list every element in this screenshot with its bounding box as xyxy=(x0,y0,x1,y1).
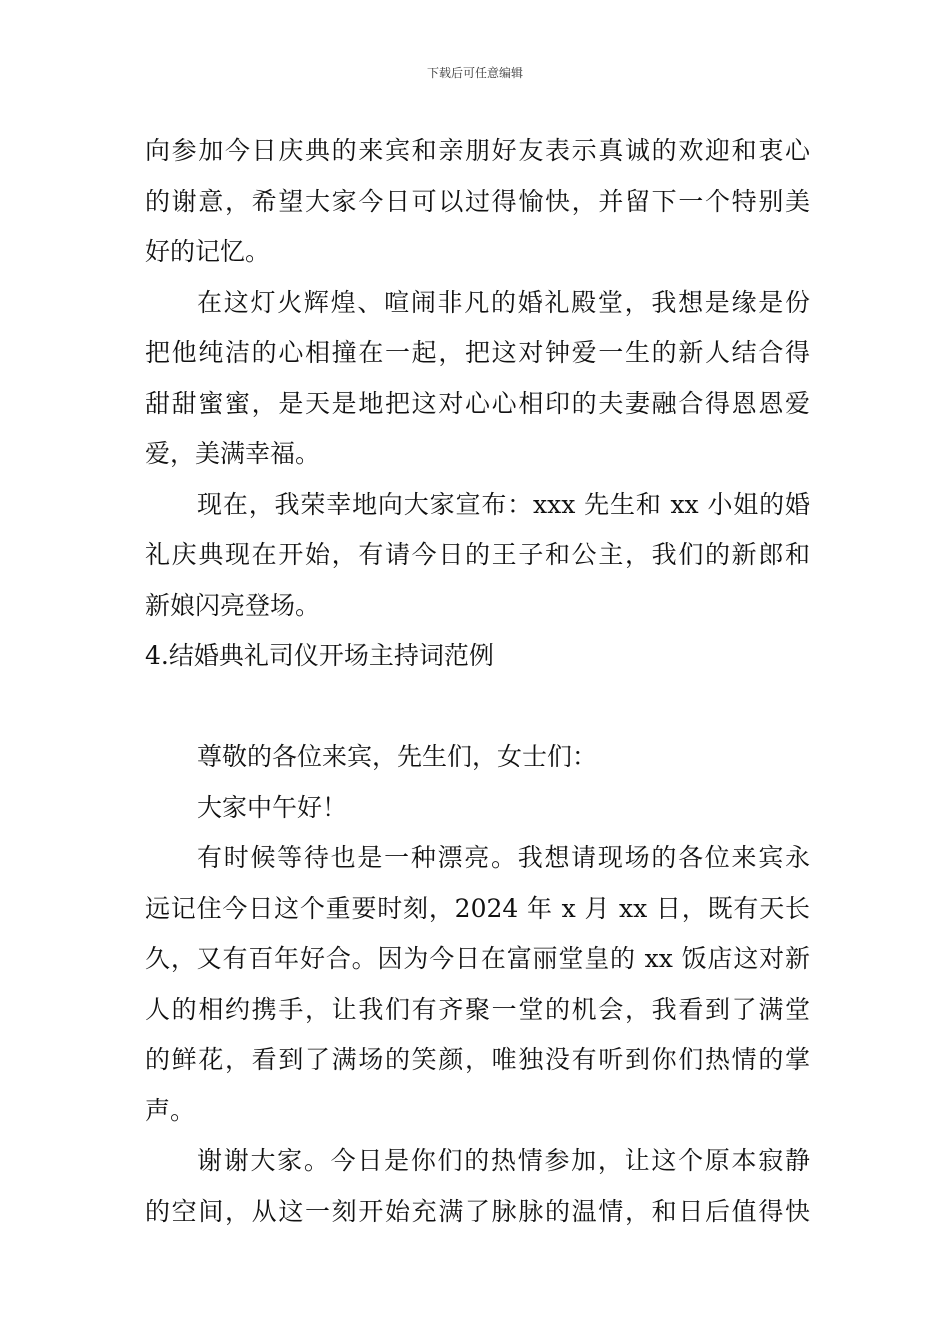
salutation: 尊敬的各位来宾，先生们，女士们： xyxy=(197,742,598,771)
paragraph-start: 在这灯火辉煌、喧闹非凡的婚礼殿堂，我想是缘是份 xyxy=(197,287,810,317)
text-line: 久，又有百年好合。因为今日在富丽堂皇的 xx 饭店这对新 xyxy=(145,944,810,973)
section-heading: 4.结婚典礼司仪开场主持词范例 xyxy=(145,641,494,670)
text-line: 向参加今日庆典的来宾和亲朋好友表示真诚的欢迎和衷心 xyxy=(145,136,810,165)
page-header: 下载后可任意编辑 xyxy=(426,66,523,80)
greeting: 大家中午好！ xyxy=(197,792,348,822)
text-line: 礼庆典现在开始，有请今日的王子和公主，我们的新郎和 xyxy=(145,540,810,569)
text-line: 新娘闪亮登场。 xyxy=(145,590,321,620)
text-line: 的谢意，希望大家今日可以过得愉快，并留下一个特别美 xyxy=(145,186,810,216)
text-line: 好的记忆。 xyxy=(145,237,271,266)
paragraph-start: 有时候等待也是一种漂亮。我想请现场的各位来宾永 xyxy=(197,843,810,872)
text-line: 的空间，从这一刻开始充满了脉脉的温情，和日后值得快 xyxy=(145,1196,810,1226)
text-line: 远记住今日这个重要时刻，2024 年 x 月 xx 日，既有天长 xyxy=(145,893,810,923)
blank-line xyxy=(145,682,810,733)
text-line: 的鲜花，看到了满场的笑颜，唯独没有听到你们热情的掌 xyxy=(145,1045,810,1074)
paragraph-start: 现在，我荣幸地向大家宣布：xxx 先生和 xx 小姐的婚 xyxy=(197,489,810,519)
document-body xyxy=(145,126,810,1237)
text-line: 人的相约携手，让我们有齐聚一堂的机会，我看到了满堂 xyxy=(145,994,810,1024)
text-line: 声。 xyxy=(145,1095,196,1125)
text-line: 爱，美满幸福。 xyxy=(145,439,321,468)
text-line: 甜甜蜜蜜，是天是地把这对心心相印的夫妻融合得恩恩爱 xyxy=(145,388,810,418)
paragraph-start: 谢谢大家。今日是你们的热情参加，让这个原本寂静 xyxy=(197,1146,810,1175)
text-line: 把他纯洁的心相撞在一起，把这对钟爱一生的新人结合得 xyxy=(145,338,810,367)
